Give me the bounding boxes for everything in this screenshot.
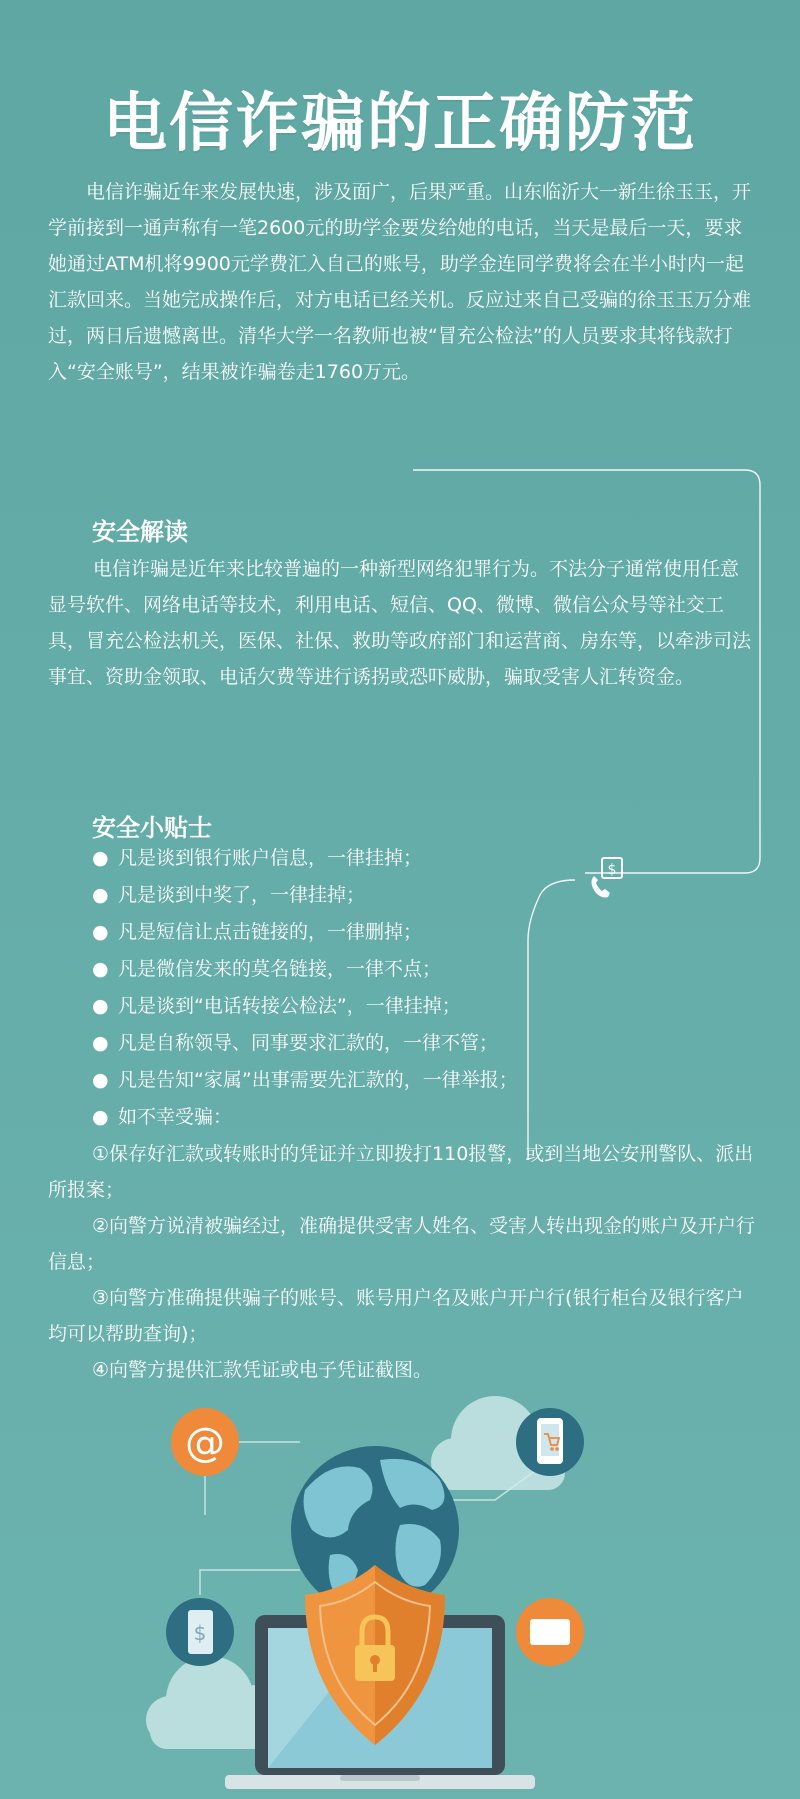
step-item: ②向警方说清被骗经过，准确提供受害人姓名、受害人转出现金的账户及开户行信息；	[48, 1215, 756, 1273]
tip-text: 凡是短信让点击链接的，一律删掉；	[118, 921, 423, 943]
tips-heading: 安全小贴士	[92, 814, 212, 842]
tips-list	[48, 840, 758, 1388]
tip-text: 凡是谈到中奖了，一律挂掉；	[118, 884, 366, 906]
tip-text: 凡是谈到银行账户信息，一律挂掉；	[118, 847, 423, 869]
email-at-icon	[171, 1408, 239, 1476]
bullet: ●	[92, 921, 109, 943]
tip-text: 凡是微信发来的莫名链接，一律不点；	[118, 958, 442, 980]
tip-item	[48, 877, 758, 914]
bank-card-icon	[516, 1598, 584, 1666]
security-illustration	[0, 1370, 800, 1799]
tip-item	[48, 1025, 758, 1062]
tip-text: 凡是谈到“电话转接公检法”，一律挂掉；	[118, 995, 461, 1017]
bullet: ●	[92, 1106, 109, 1128]
tip-text: 凡是自称领导、同事要求汇款的，一律不管；	[118, 1032, 499, 1054]
step-item: ④向警方提供汇款凭证或电子凭证截图。	[92, 1359, 433, 1381]
bullet: ●	[92, 1032, 109, 1054]
reading-heading: 安全解读	[92, 518, 188, 546]
tip-item	[48, 1062, 758, 1099]
bullet: ●	[92, 884, 109, 906]
bullet: ●	[92, 995, 109, 1017]
mobile-shopping-icon	[516, 1408, 584, 1476]
step-item: ①保存好汇款或转账时的凭证并立即拨打110报警，或到当地公安刑警队、派出所报案；	[48, 1143, 754, 1201]
bullet: ●	[92, 958, 109, 980]
reading-body: 电信诈骗是近年来比较普遍的一种新型网络犯罪行为。不法分子通常使用任意显号软件、网络电话等技术，利用电话、短信、QQ、微博、微信公众号等社交工具，冒充公检法机关，医保、社保、救助等政府部门和运营商、房东等，以牵涉司法事宜、资助金领取、电话欠费等进行诱拐或恐吓威胁，骗取受害人汇转资金。	[48, 558, 752, 688]
svg-text:$: $	[607, 862, 617, 878]
tip-text: 凡是告知“家属”出事需要先汇款的，一律举报；	[118, 1069, 518, 1091]
bullet: ●	[92, 847, 109, 869]
bullet: ●	[92, 1069, 109, 1091]
tip-text: 如不幸受骗：	[118, 1106, 233, 1128]
intro-paragraph: 电信诈骗近年来发展快速，涉及面广，后果严重。山东临沂大一新生徐玉玉，开学前接到一通声称有一笔2600元的助学金要发给她的电话，当天是最后一天，要求她通过ATM机将9900元学费汇入自己的账号，助学金连同学费将会在半小时内一起汇款回来。当她完成操作后，对方电话已经关机。反应过来自己受骗的徐玉玉万分难过，两日后遗憾离世。清华大学一名教师也被“冒充公检法”的人员要求其将钱款打入“安全账号”，结果被诈骗卷走1760万元。	[48, 181, 752, 383]
tip-item	[48, 951, 758, 988]
at-symbol: @	[185, 1420, 225, 1466]
tip-item	[48, 988, 758, 1025]
tip-item	[48, 914, 758, 951]
dollar-symbol: $	[193, 1621, 207, 1645]
mobile-payment-icon	[166, 1598, 234, 1666]
page-title: 电信诈骗的正确防范	[103, 87, 697, 161]
tip-item	[48, 1099, 758, 1136]
step-item: ③向警方准确提供骗子的账号、账号用户名及账户开户行(银行柜台及银行客户均可以帮助查询)；	[48, 1287, 744, 1345]
tip-item	[48, 840, 758, 877]
